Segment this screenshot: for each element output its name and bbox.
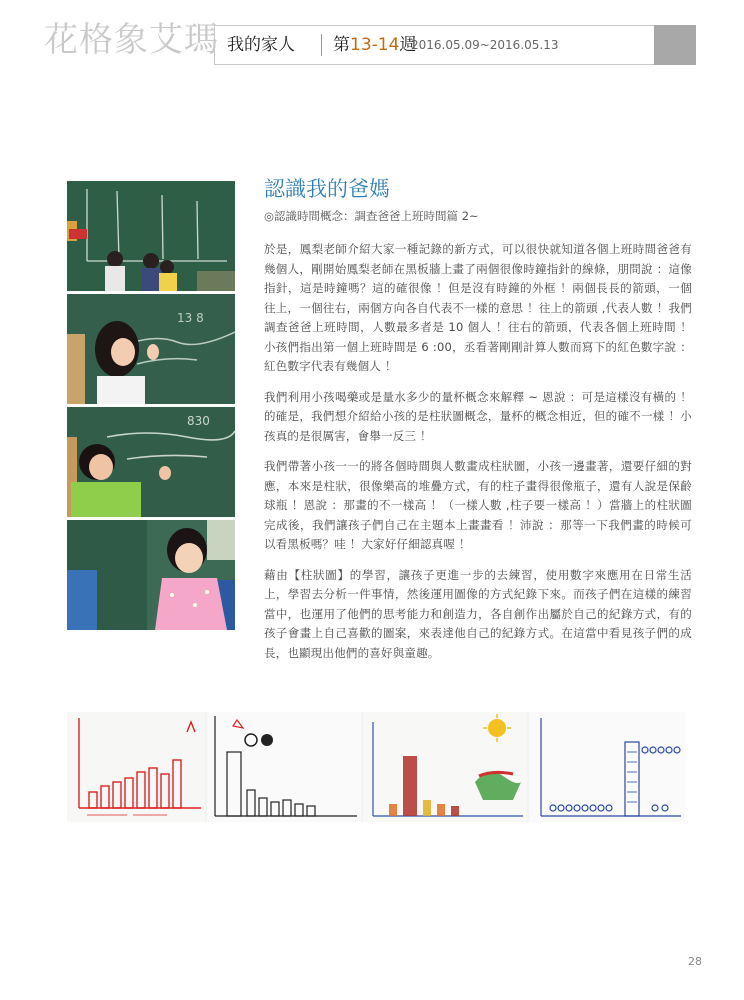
date-range: 2016.05.09~2016.05.13 xyxy=(411,38,559,52)
girl-drawing-on-chalkboard-photo xyxy=(67,294,235,404)
children-at-chalkboard-photo xyxy=(67,181,235,291)
children-drawings-strip xyxy=(67,712,685,822)
child-bar-chart-drawing-black xyxy=(207,712,361,822)
article-paragraph-4: 藉由【柱狀圖】的學習，讓孩子更進一步的去練習，使用數字來應用在日常生活上，學習去分析一件事情，然後運用圖像的方式紀錄下來。而孩子們在這樣的練習當中，也運用了他們的思考能力和創造力，各自創作出屬於自己的紀錄方式，有的孩子會畫上自己喜歡的圖案，來表達他自己的紀錄方式。在這當中看見孩子們的成長，也顯現出他們的喜好與童趣。 xyxy=(264,567,692,660)
week-suffix: 週 xyxy=(399,35,417,55)
boy-drawing-on-chalkboard-photo xyxy=(67,407,235,517)
title-divider xyxy=(321,34,322,56)
logo: 花格象艾瑪 xyxy=(44,20,219,60)
article-title: 認識我的爸媽 xyxy=(264,177,390,201)
week-label xyxy=(333,33,416,57)
svg-text:830: 830 xyxy=(187,414,210,428)
girl-in-pink-dress-photo xyxy=(67,520,235,630)
svg-text:13 8: 13 8 xyxy=(177,311,204,325)
child-bar-chart-drawing-blue xyxy=(529,712,685,822)
page-number: 28 xyxy=(688,955,702,968)
article-subtitle: ◎認識時間概念：調查爸爸上班時間篇 2~ xyxy=(264,209,479,223)
title-box xyxy=(214,25,696,65)
child-bar-chart-drawing-red xyxy=(67,712,205,822)
article xyxy=(264,174,692,674)
child-bar-chart-drawing-colorful xyxy=(363,712,527,822)
theme-label: 我的家人 xyxy=(227,35,295,55)
article-paragraph-3: 我們帶著小孩一一的將各個時間與人數畫成柱狀圖，小孩一邊畫著，還要仔細的對應，本來是柱狀，很像樂高的堆疊方式，有的柱子畫得很像瓶子，還有人說是保齡球瓶 ！恩說 ：那畫的不一樣高 ！（一樣人數 ,柱子要一樣高 ！）當牆上的柱狀圖完成後，我們讓孩子們自己在主題本上畫畫看 ！沛說 ：那等一下我們畫的時候可以看黑板嗎？哇 ！大家好仔細認真喔 ！ xyxy=(264,459,692,551)
week-prefix: 第 xyxy=(333,35,350,55)
article-paragraph-1: 於是，鳳梨老師介紹大家一種記錄的新方式，可以很快就知道各個上班時間爸爸有幾個人，剛開始鳳梨老師在黑板牆上畫了兩個很像時鐘指針的線條，朋問說 ：這像指針，這是時鐘嗎？這的確很像 ！但是沒有時鐘的外框 ！兩個長長的箭頭，一個往上，一個往右，兩個方向各自代表不一樣的意思 ！往上的箭頭 ,代表人數 ！我們調查爸爸上班時間，人數最多者是 10 個人 ！往右的箭頭，代表各個上班時間 ！小孩們指出第一個上班時間是 6 :00，丞看著剛剛計算人數而寫下的紅色數字說 ：紅色數字代表有幾個人 ！ xyxy=(264,242,692,373)
week-range: 13-14 xyxy=(350,35,400,55)
header-grey-block xyxy=(654,25,696,65)
page-header xyxy=(0,0,744,70)
article-paragraph-2: 我們利用小孩喝藥或是量水多少的量杯概念來解釋 ~ 恩說 ：可是這樣沒有橫的 ！的確是，我們想介紹給小孩的是柱狀圖概念，量杯的概念相近，但的確不一樣 ！小孩真的是很厲害，會舉一反三 ！ xyxy=(264,389,692,443)
